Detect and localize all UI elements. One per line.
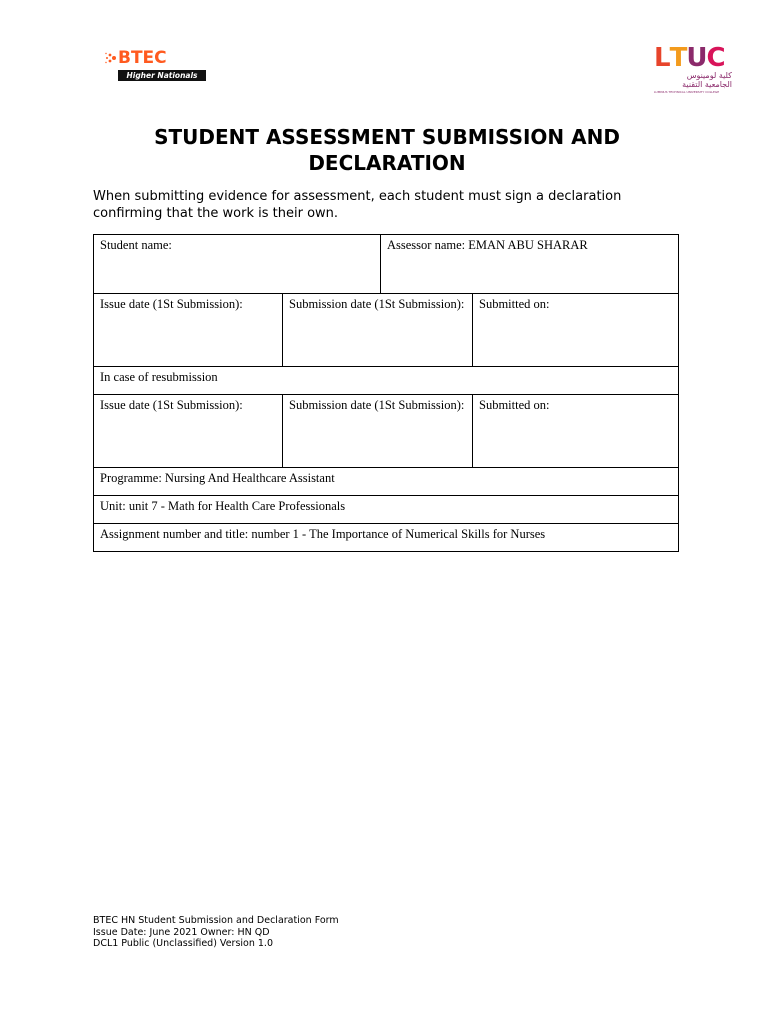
ltuc-logo [652,44,744,96]
submitted-on-field[interactable]: Submitted on: [473,294,679,367]
table-row [94,367,679,395]
intro-text: When submitting evidence for assessment, each student must sign a declaration confirming that the work is their own. [93,189,622,221]
btec-dots-icon [104,51,118,65]
ltuc-letter: U [686,43,707,73]
ltuc-arabic-line-2: الجامعية التقنية [682,80,732,89]
table-row [94,468,679,496]
resubmission-submission-date-field[interactable]: Submission date (1St Submission): [283,395,473,468]
table-row [94,395,679,468]
table-row [94,524,679,552]
table-row [94,294,679,367]
submission-form-table [93,234,679,552]
ltuc-letter: T [669,43,687,73]
footer-line-1: BTEC HN Student Submission and Declaration Form [93,915,339,926]
ltuc-arabic-line-1: كلية لومينوس [686,71,732,80]
ltuc-english-line: LUMINUS TECHNICAL UNIVERSITY COLLEGE [654,90,720,94]
table-row [94,496,679,524]
btec-wordmark: BTEC [118,48,167,68]
footer-line-3: DCL1 Public (Unclassified) Version 1.0 [93,938,273,949]
footer-line-2: Issue Date: June 2021 Owner: HN QD [93,926,270,938]
resubmission-submitted-on-field[interactable]: Submitted on: [473,395,679,468]
ltuc-wordmark-letters [654,44,725,72]
resubmission-heading: In case of resubmission [94,367,679,395]
unit-field[interactable]: Unit: unit 7 - Math for Health Care Professionals [94,496,679,524]
ltuc-letter: C [706,43,725,73]
submission-date-field[interactable]: Submission date (1St Submission): [283,294,473,367]
btec-tagline: Higher Nationals [118,70,206,81]
btec-logo [104,48,206,84]
assessor-name-field[interactable]: Assessor name: EMAN ABU SHARAR [381,235,679,294]
student-name-field[interactable]: Student name: [94,235,381,294]
resubmission-issue-date-field[interactable]: Issue date (1St Submission): [94,395,283,468]
table-row [94,235,679,294]
ltuc-letter: L [654,43,670,73]
ltuc-wordmark [654,44,725,72]
programme-field[interactable]: Programme: Nursing And Healthcare Assistant [94,468,679,496]
assignment-field[interactable]: Assignment number and title: number 1 - The Importance of Numerical Skills for Nurses [94,524,679,552]
issue-date-field[interactable]: Issue date (1St Submission): [94,294,283,367]
footer [93,915,339,950]
page-title: STUDENT ASSESSMENT SUBMISSION AND DECLARATION [154,125,620,175]
